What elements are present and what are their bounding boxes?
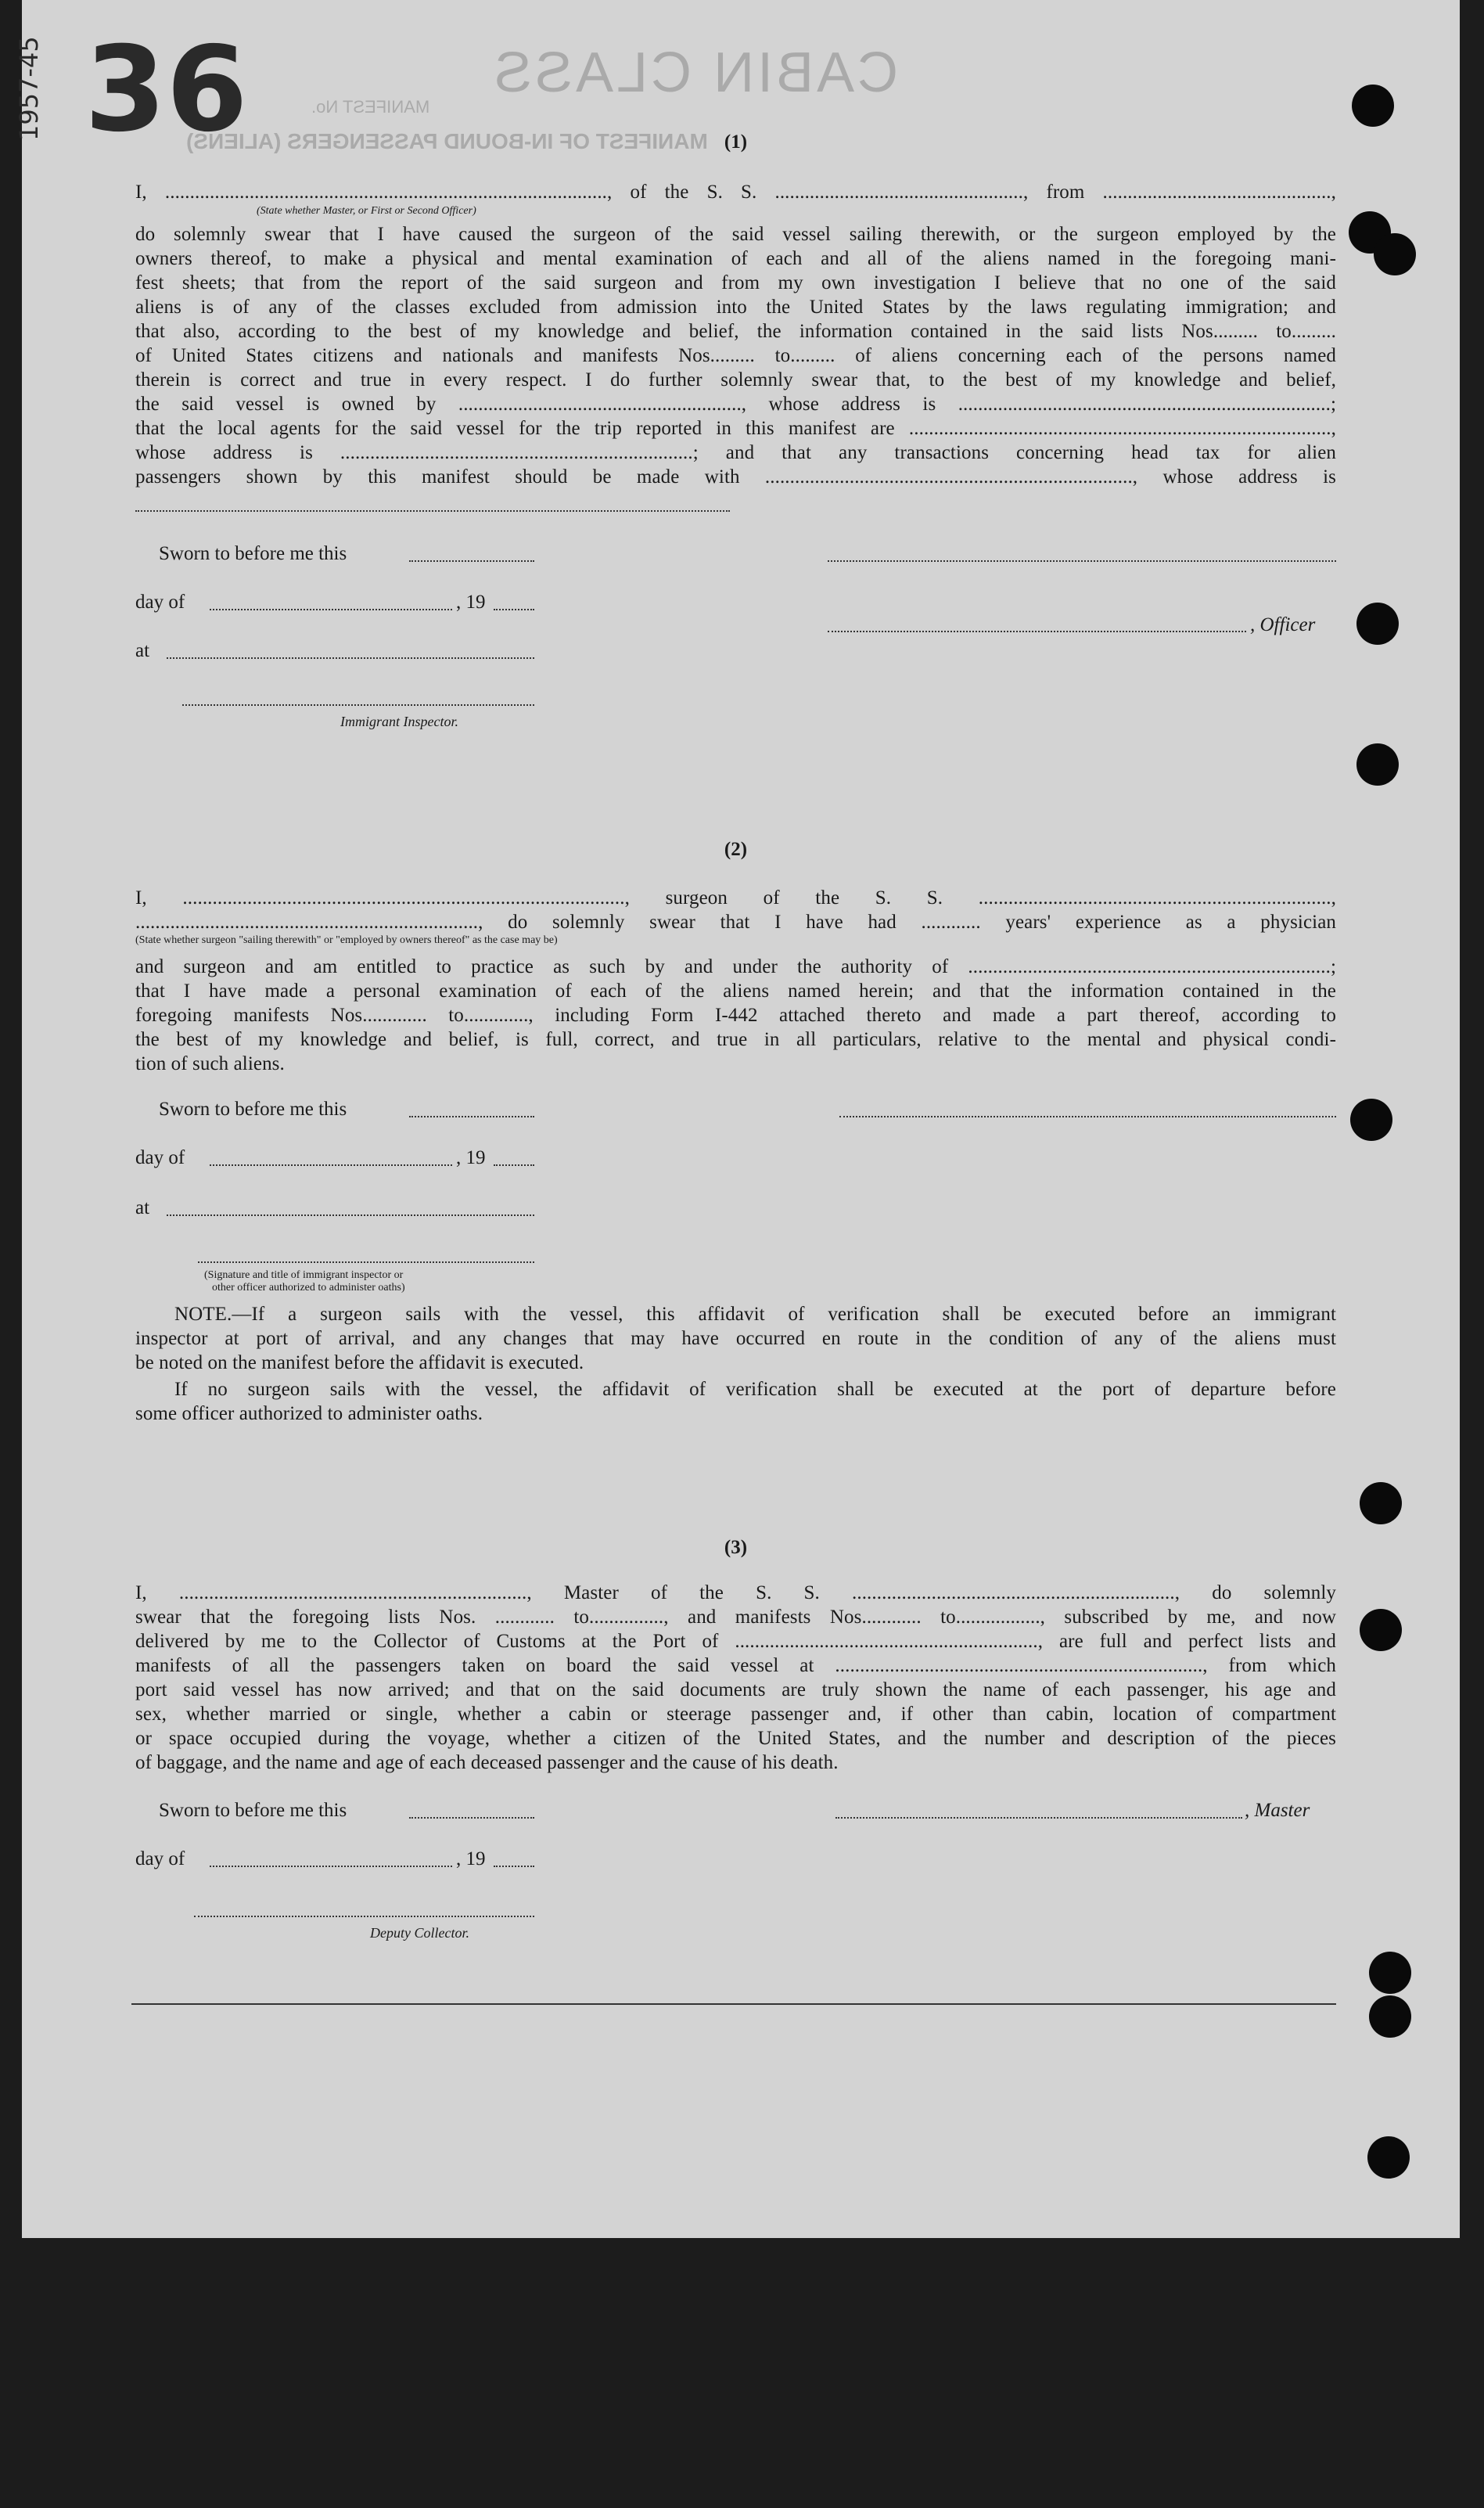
section-1-para: owners thereof, to make a physical and mental examination of each and all of the aliens named in the foregoing mani- — [135, 248, 1336, 269]
section-2-para: and surgeon and am entitled to practice as such by and under the authority of .........................................................................; — [135, 956, 1336, 977]
section-1-caption: (State whether Master, or First or Second Officer) — [257, 205, 476, 217]
section-2-heading: (2) — [724, 839, 748, 860]
year-field — [494, 1164, 534, 1166]
bottom-rule — [131, 2003, 1336, 2005]
master-label: , Master — [1245, 1800, 1310, 1821]
punch-hole — [1356, 603, 1399, 645]
section-2-para: that I have made a personal examination of each of the aliens named herein; and that the information contained in the — [135, 981, 1336, 1002]
section-1-para: do solemnly swear that I have caused the surgeon of the said vessel sailing therewith, or the surgeon employed by the — [135, 224, 1336, 245]
section-1-para: therein is correct and true in every respect. I do further solemnly swear that, to the best of my knowledge and belief, — [135, 369, 1336, 390]
section-3-para: port said vessel has now arrived; and that on the said documents are truly shown the name of each passenger, his age and — [135, 1679, 1336, 1700]
year-field — [494, 1866, 534, 1867]
day-of-label: day of — [135, 592, 185, 613]
section-1-para: that the local agents for the said vessel for the trip reported in this manifest are ....................................................................................., — [135, 418, 1336, 439]
section-2-caption: (State whether surgeon "sailing therewith" or "employed by owners thereof" as the case may be) — [135, 934, 558, 946]
signature-caption: (Signature and title of immigrant inspector or — [204, 1269, 404, 1281]
year-field — [494, 609, 534, 610]
punch-hole — [1350, 1099, 1392, 1141]
section-3-para: of baggage, and the name and age of each deceased passenger and the cause of his death. — [135, 1752, 839, 1773]
section-1-para: of United States citizens and nationals and manifests Nos......... to......... of aliens concerning each of the persons named — [135, 345, 1336, 366]
day-of-label: day of — [135, 1147, 185, 1168]
year-label: , 19 — [456, 592, 486, 613]
note-para: be noted on the manifest before the affidavit is executed. — [135, 1352, 584, 1373]
sworn-label: Sworn to before me this — [159, 543, 347, 564]
section-3-para: delivered by me to the Collector of Customs at the Port of ............................................................., are full and perfect lists and — [135, 1631, 1336, 1652]
year-label: , 19 — [456, 1848, 486, 1869]
address-rule — [135, 510, 730, 512]
sworn-field — [409, 1817, 534, 1819]
section-3-para: I, ......................................................................, Master of the S. S. ................................................................., do solemnly — [135, 1582, 1336, 1603]
section-1-para: that also, according to the best of my knowledge and belief, the information contained in the said lists Nos......... to......... — [135, 321, 1336, 342]
inspector-signature-field — [182, 704, 534, 706]
ghost-cabin-class: CABIN CLASS — [491, 41, 899, 104]
punch-hole — [1374, 233, 1416, 275]
form-page — [14, 0, 1460, 2238]
section-3-para: swear that the foregoing lists Nos. ............ to..............., and manifests Nos............ to................., subscribed by me, and now — [135, 1607, 1336, 1628]
section-1-para: the said vessel is owned by ........................................................., whose address is ...........................................................................; — [135, 394, 1336, 415]
section-1-para: fest sheets; that from the report of the said surgeon and from my own investigation I believe that no one of the said — [135, 272, 1336, 293]
officer-name-field — [828, 631, 1246, 632]
signature-caption: other officer authorized to administer oaths) — [212, 1282, 405, 1294]
affidavit-form — [135, 0, 1336, 2238]
handwritten-number: 36 — [84, 22, 248, 158]
authorized-signature-field — [198, 1261, 534, 1263]
punch-hole — [1360, 1609, 1402, 1651]
sworn-label: Sworn to before me this — [159, 1099, 347, 1120]
note-para: NOTE.—If a surgeon sails with the vessel, this affidavit of verification shall be executed before an immigrant — [174, 1304, 1336, 1325]
section-1-para: aliens is of any of the classes excluded from admission into the United States by the laws regulating immigration; and — [135, 297, 1336, 318]
section-2-line: ....................................................................., do solemnly swear that I have had ............ years' experience as a physician — [135, 912, 1336, 933]
section-3-para: or space occupied during the voyage, whether a citizen of the United States, and the number and description of the pieces — [135, 1728, 1336, 1749]
master-signature-field — [835, 1817, 1242, 1819]
surgeon-signature-field — [839, 1116, 1336, 1117]
note-para: some officer authorized to administer oaths. — [135, 1403, 483, 1424]
section-2-para: foregoing manifests Nos............. to............., including Form I-442 attached thereto and made a part thereof, according to — [135, 1005, 1336, 1026]
section-1-para: passengers shown by this manifest should be made with .........................................................................., whose address is — [135, 466, 1336, 488]
sworn-field — [409, 1116, 534, 1117]
handwritten-margin: 1957-45 — [14, 36, 44, 141]
day-of-field — [210, 1866, 452, 1867]
collector-signature-field — [194, 1916, 534, 1917]
punch-hole — [1352, 85, 1394, 127]
at-field — [167, 657, 534, 659]
section-2-para: the best of my knowledge and belief, is full, correct, and true in all particulars, relative to the mental and physical condi- — [135, 1029, 1336, 1050]
day-of-label: day of — [135, 1848, 185, 1869]
note-para: inspector at port of arrival, and any changes that may have occurred en route in the condition of any of the aliens must — [135, 1328, 1336, 1349]
note-para: If no surgeon sails with the vessel, the affidavit of verification shall be executed at the port of departure before — [174, 1379, 1336, 1400]
section-3-para: manifests of all the passengers taken on board the said vessel at .........................................................................., from which — [135, 1655, 1336, 1676]
at-field — [167, 1214, 534, 1216]
ghost-manifest-no: MANIFEST No. — [311, 97, 430, 117]
punch-hole — [1360, 1482, 1402, 1524]
at-label: at — [135, 640, 150, 661]
sworn-label: Sworn to before me this — [159, 1800, 347, 1821]
punch-hole — [1369, 1952, 1411, 1994]
section-2-line: I, ........................................................................................., surgeon of the S. S. ......................................................................., — [135, 887, 1336, 909]
section-2-para: tion of such aliens. — [135, 1053, 285, 1074]
section-3-para: sex, whether married or single, whether a cabin or steerage passenger and, if other than cabin, location of compartment — [135, 1704, 1336, 1725]
at-label: at — [135, 1197, 150, 1218]
punch-hole — [1356, 743, 1399, 786]
section-1-heading: (1) — [724, 131, 748, 153]
day-of-field — [210, 609, 452, 610]
officer-label: , Officer — [1250, 614, 1316, 635]
deputy-collector-label: Deputy Collector. — [370, 1925, 469, 1941]
ghost-manifest-title: MANIFEST OF IN-BOUND PASSENGERS (ALIENS) — [186, 129, 708, 153]
section-3-heading: (3) — [724, 1537, 748, 1558]
sworn-field — [409, 560, 534, 562]
section-1-para: whose address is .......................................................................; and that any transactions concerning head tax for alien — [135, 442, 1336, 463]
immigrant-inspector-label: Immigrant Inspector. — [340, 714, 458, 729]
officer-signature-field — [828, 560, 1336, 562]
section-1-line: I, ........................................................................................., of the S. S. .................................................., from .............................................., — [135, 182, 1336, 203]
day-of-field — [210, 1164, 452, 1166]
punch-hole — [1367, 2136, 1410, 2179]
year-label: , 19 — [456, 1147, 486, 1168]
punch-hole — [1369, 1995, 1411, 2038]
